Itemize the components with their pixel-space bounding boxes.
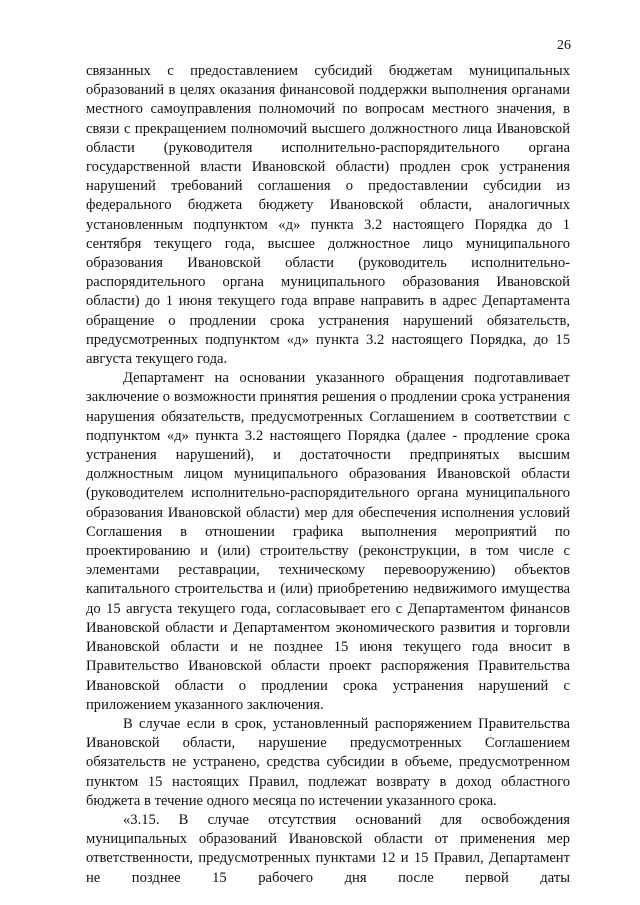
page-number: 26 [557,38,571,53]
paragraph-continuation: связанных с предоставлением субсидий бюджетам муниципальных образований в целях оказания финансовой поддержки выполнения органами местного самоуправления полномочий по вопросам местного значения, в связи с прекращением полномочий высшего должностного лица Ивановской области (руководителя исполнительно-распорядительного органа государственной власти Ивановской области) продлен срок устранения нарушений требований соглашения о предоставлении субсидии из федерального бюджета бюджету Ивановской области, аналогичных установленным подпунктом «д» пункта 3.2 настоящего Порядка до 1 сентября текущего года, высшее должностное лицо муниципального образования Ивановской области (руководитель исполнительно-распорядительного органа муниципального образования Ивановской области) до 1 июня текущего года вправе направить в адрес Департамента обращение о продлении срока устранения нарушений обязательств, предусмотренных подпунктом «д» пункта 3.2 настоящего Порядка, до 15 августа текущего года. [86,63,570,368]
paragraph: Департамент на основании указанного обращения подготавливает заключение о возможности принятия решения о продлении срока устранения нарушения обязательств, предусмотренных Соглашением в соответствии с подпунктом «д» пункта 3.2 настоящего Порядка (далее - продление срока устранения нарушений), и достаточности предпринятых высшим должностным лицом муниципального образования Ивановской области (руководителем исполнительно-распорядительного органа муниципального образования Ивановской области) мер для обеспечения исполнения условий Соглашения в отношении графика выполнения мероприятий по проектированию и (или) строительству (реконструкции, в том числе с элементами реставрации, техническому перевооружению) объектов капитального строительства и (или) приобретению недвижимого имущества до 15 августа текущего года, согласовывает его с Департаментом финансов Ивановской области и Департаментом экономического развития и торговли Ивановской области и не позднее 15 июня текущего года вносит в Правительство Ивановской области проект распоряжения Правительства Ивановской области о продлении срока устранения нарушений с приложением указанного заключения. [86,370,570,713]
document-body [86,62,570,888]
paragraph-clause-3-15: «3.15. В случае отсутствия оснований для освобождения муниципальных образований Ивановской области от применения мер ответственности, предусмотренных пунктами 12 и 15 Правил, Департамент не позднее 15 рабочего дня после первой даты [86,811,570,886]
paragraph: В случае если в срок, установленный распоряжением Правительства Ивановской области, нарушение предусмотренных Соглашением обязательств не устранено, средства субсидии в объеме, предусмотренном пунктом 15 настоящих Правил, подлежат возврату в доход областного бюджета в течение одного месяца по истечении указанного срока. [86,715,570,809]
